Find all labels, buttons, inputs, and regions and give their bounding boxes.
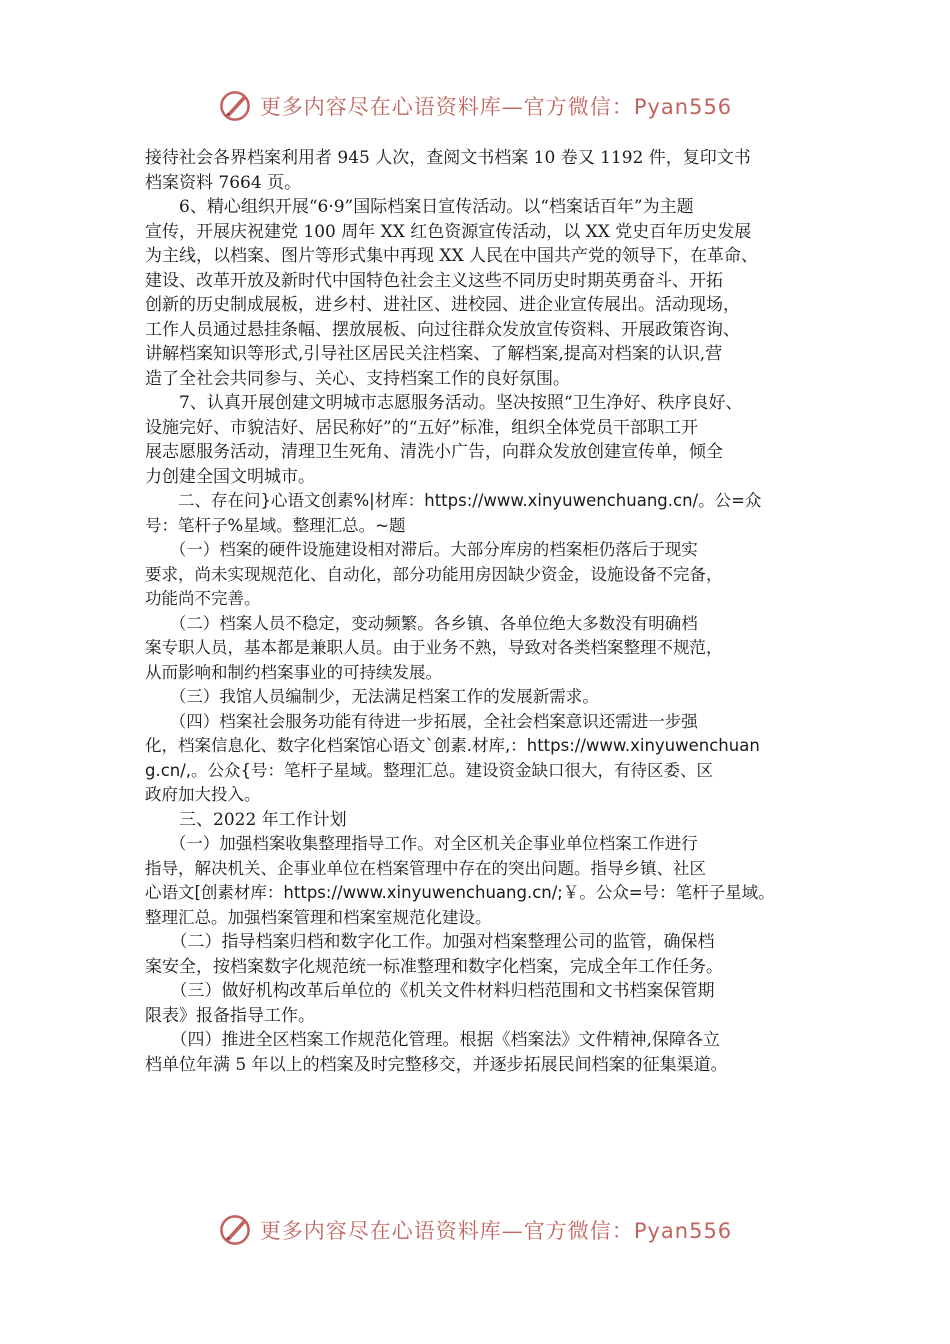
text-line: 整理汇总。加强档案管理和档案室规范化建设。 [145, 907, 492, 927]
text-line: 档单位年满 5 年以上的档案及时完整移交，并逐步拓展民间档案的征集渠道。 [145, 1054, 728, 1075]
text-line: 档案资料 7664 页。 [145, 172, 302, 193]
text-line: （三）我馆人员编制少，无法满足档案工作的发展新需求。 [145, 687, 599, 706]
text-line: 化，档案信息化、数字化档案馆心语文`创素.材库,：https://www.xinyuwenchuan [145, 736, 760, 755]
text-line: （三）做好机构改革后单位的《机关文件材料归档范围和文书档案保管期 [145, 981, 715, 1001]
text-line: 政府加大投入。 [145, 785, 261, 804]
footer-banner [0, 1210, 950, 1250]
text-line: 力创建全国文明城市。 [145, 466, 315, 487]
text-line: 创新的历史制成展板，进乡村、进社区、进校园、进企业宣传展出。活动现场， [145, 295, 740, 315]
text-line: 为主线，以档案、图片等形式集中再现 XX 人民在中国共产党的领导下，在革命、 [145, 246, 759, 266]
banner-text: 更多内容尽在心语资料库—官方微信：Pyan556 [259, 95, 733, 119]
text-line: 从而影响和制约档案事业的可持续发展。 [145, 662, 442, 682]
text-line: 7、认真开展创建文明城市志愿服务活动。坚决按照“卫生净好、秩序良好、 [145, 393, 743, 413]
text-line: 工作人员通过悬挂条幅、摆放展板、向过往群众发放宣传资料、开展政策咨询、 [145, 319, 740, 340]
banner-text: 更多内容尽在心语资料库—官方微信：Pyan556 [259, 1219, 733, 1243]
text-line: （一）档案的硬件设施建设相对滞后。大部分库房的档案柜仍落后于现实 [145, 540, 698, 559]
text-line: 宣传，开展庆祝建党 100 周年 XX 红色资源宣传活动，以 XX 党史百年历史发展 [145, 221, 752, 242]
text-line: 号：笔杆子%星域。整理汇总。~题 [145, 515, 406, 535]
text-line: 案安全，按档案数字化规范统一标准整理和数字化档案，完成全年工作任务。 [145, 956, 723, 977]
text-line: 建设、改革开放及新时代中国特色社会主义这些不同历史时期英勇奋斗、开拓 [145, 270, 723, 291]
text-line: 功能尚不完善。 [145, 589, 261, 608]
header-banner [0, 86, 950, 126]
text-line: 造了全社会共同参与、关心、支持档案工作的良好氛围。 [145, 368, 570, 389]
text-line: 三、2022 年工作计划 [145, 809, 347, 830]
text-line: 6、精心组织开展“6·9”国际档案日宣传活动。以“档案话百年”为主题 [145, 197, 694, 217]
document-body [145, 146, 815, 1077]
text-line: 心语文[创素材库：https://www.xinyuwenchuang.cn/;￥。公众=号：笔杆子星域。 [145, 883, 775, 902]
text-line: （二）档案人员不稳定，变动频繁。各乡镇、各单位绝大多数没有明确档 [145, 613, 698, 633]
text-line: 要求，尚未实现规范化、自动化，部分功能用房因缺少资金，设施设备不完备， [145, 564, 723, 584]
text-line: （二）指导档案归档和数字化工作。加强对档案整理公司的监管，确保档 [145, 932, 715, 952]
text-line: 限表》报备指导工作。 [145, 1005, 315, 1026]
pen-logo-icon [218, 89, 252, 123]
text-line: （一）加强档案收集整理指导工作。对全区机关企事业单位档案工作进行 [145, 834, 698, 853]
text-line: 接待社会各界档案利用者 945 人次，查阅文书档案 10 卷又 1192 件，复印文书 [145, 148, 751, 168]
text-line: 指导，解决机关、企事业单位在档案管理中存在的突出问题。指导乡镇、社区 [145, 858, 706, 878]
text-line: （四）推进全区档案工作规范化管理。根据《档案法》文件精神,保障各立 [145, 1030, 720, 1050]
pen-logo-icon [218, 1213, 252, 1247]
text-line: 二、存在问}心语文创素%|材库：https://www.xinyuwenchuang.cn/。公=众 [145, 491, 762, 510]
text-line: 设施完好、市貌洁好、居民称好”的“五好”标准，组织全体党员干部职工开 [145, 417, 699, 438]
text-line: g.cn/,。公众{号：笔杆子星域。整理汇总。建设资金缺口很大，有待区委、区 [145, 760, 714, 780]
text-line: 案专职人员，基本都是兼职人员。由于业务不熟，导致对各类档案整理不规范， [145, 638, 723, 657]
text-line: （四）档案社会服务功能有待进一步拓展，全社会档案意识还需进一步强 [145, 711, 698, 731]
text-line: 展志愿服务活动，清理卫生死角、清洗小广告，向群众发放创建宣传单，倾全 [145, 442, 723, 462]
text-line: 讲解档案知识等形式,引导社区居民关注档案、了解档案,提高对档案的认识,营 [145, 344, 723, 364]
